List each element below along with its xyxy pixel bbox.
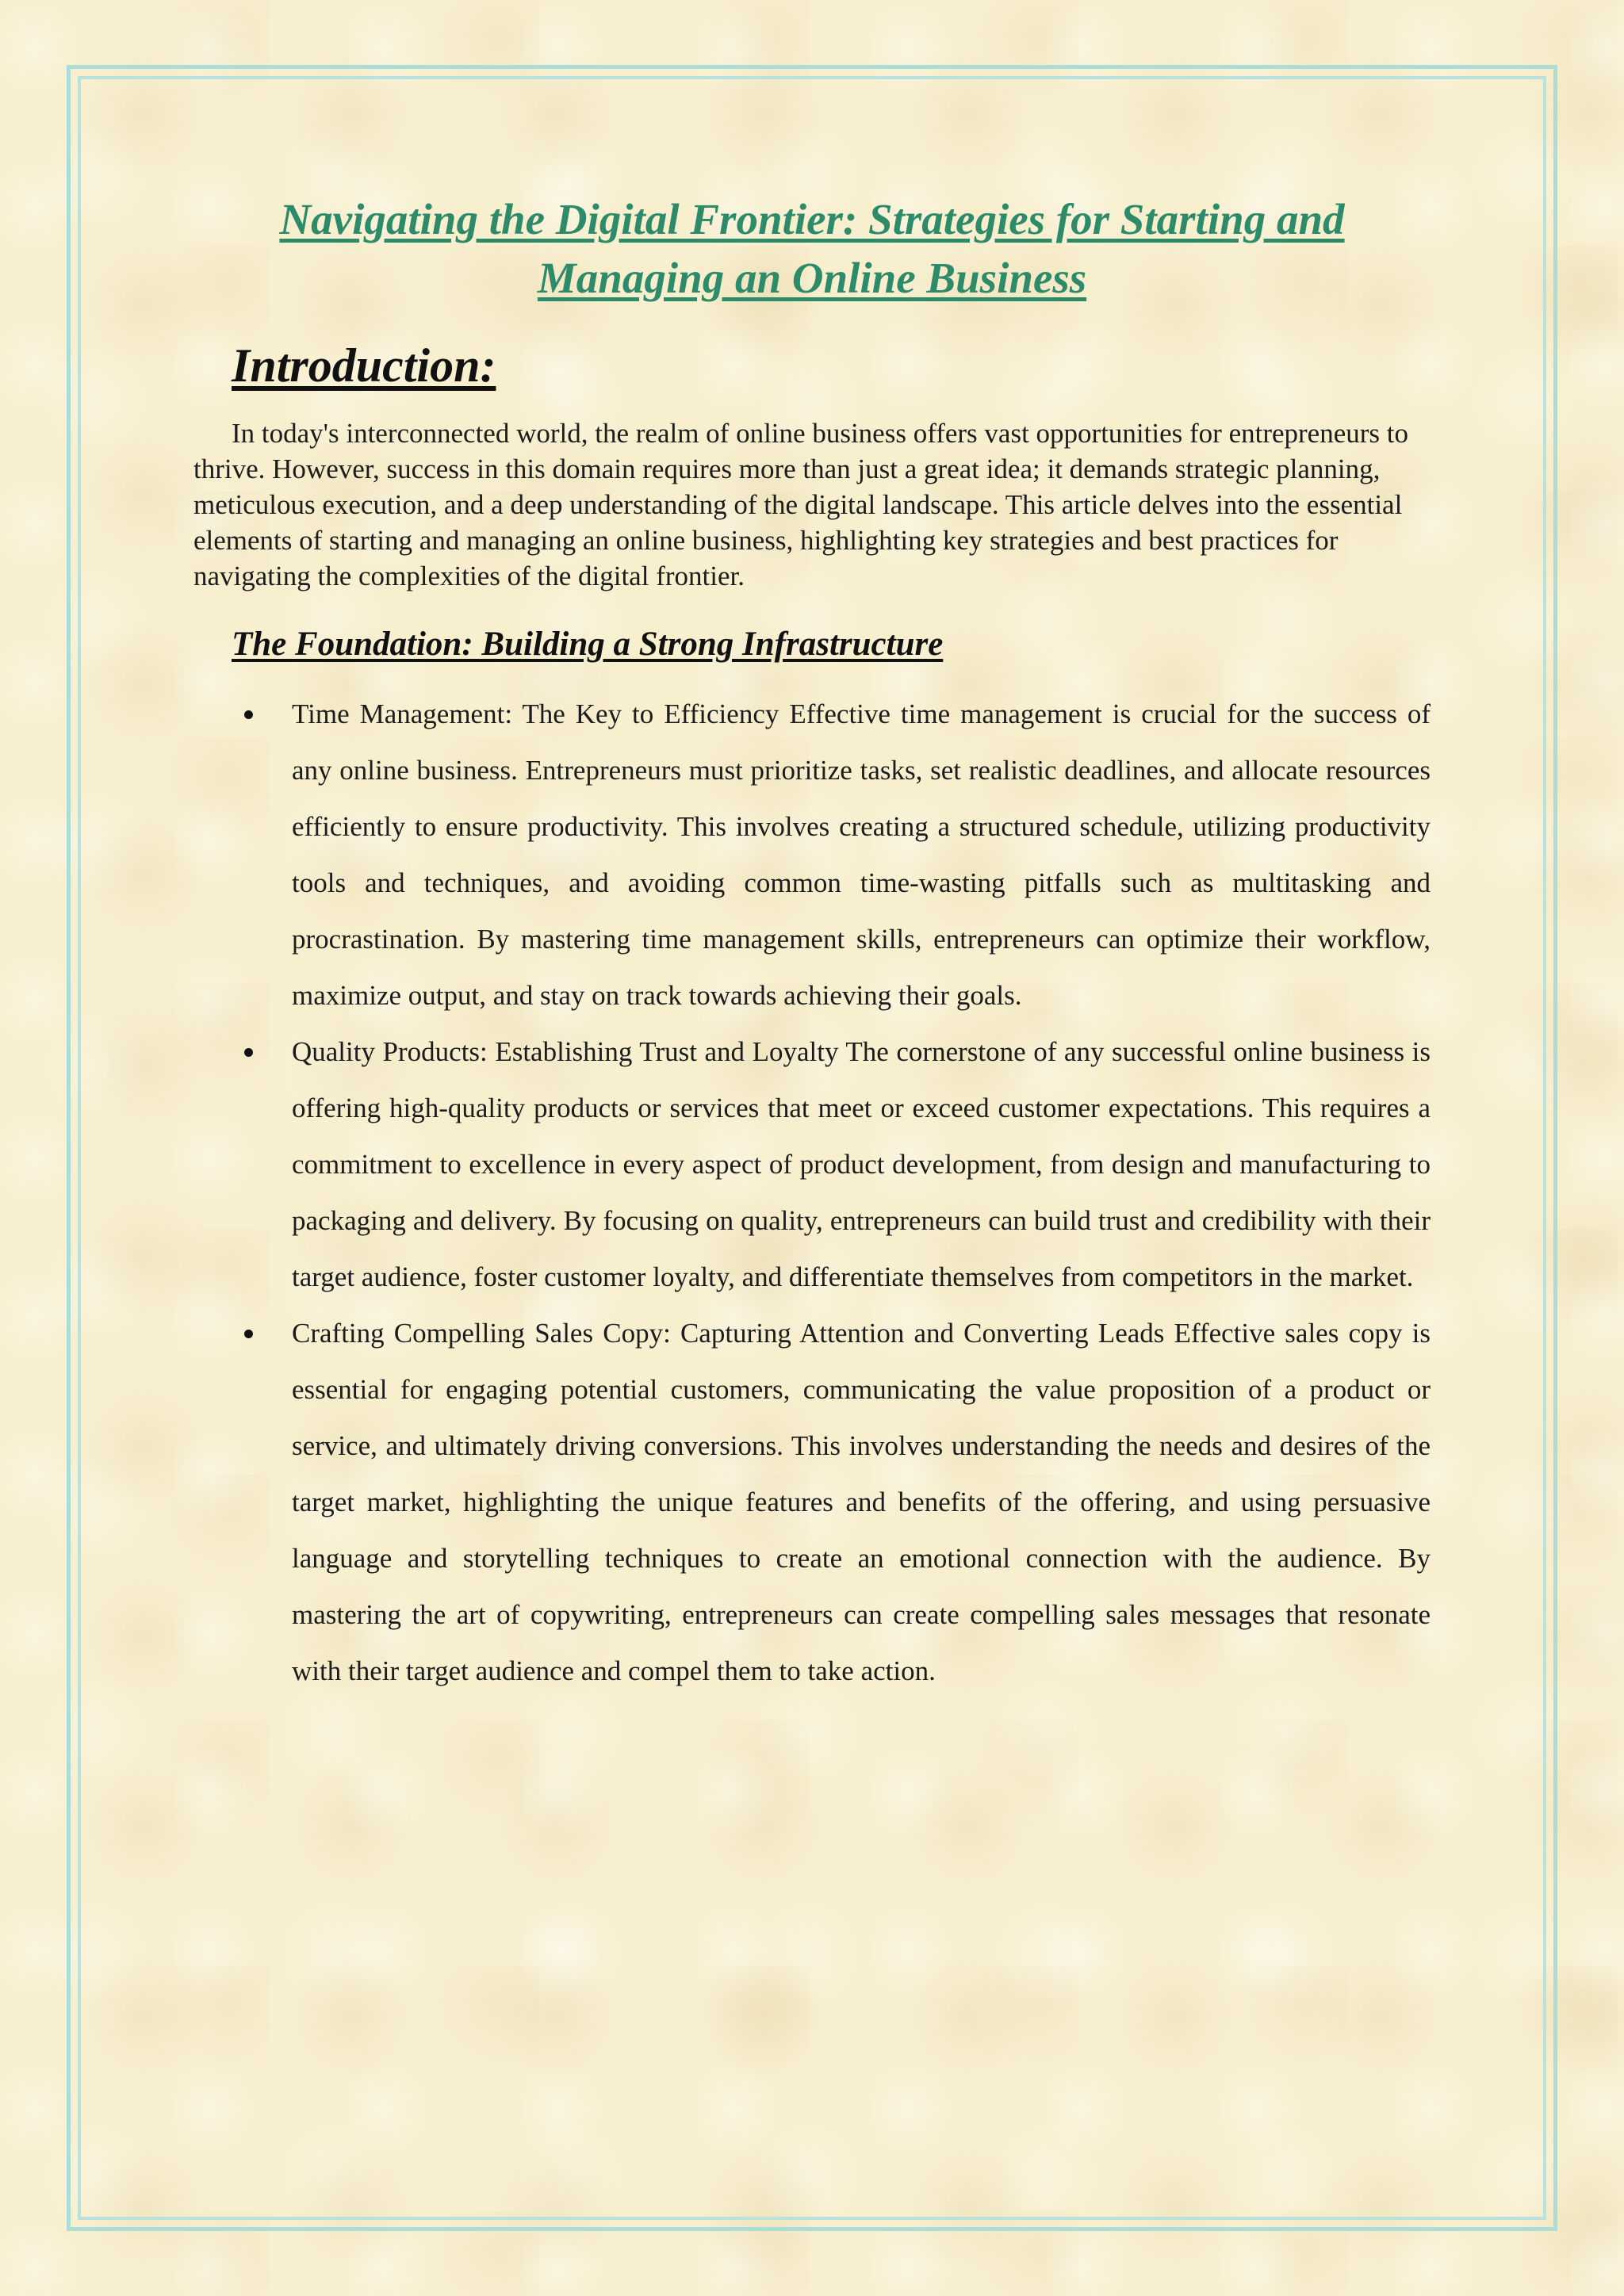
bullet-dot-icon (244, 1048, 253, 1057)
document-title: Navigating the Digital Frontier: Strategies for Starting and Managing an Online Business (279, 195, 1345, 302)
intro-paragraph: In today's interconnected world, the realm of online business offers vast opportunities for entrepreneurs to thrive. However, success in this domain requires more than just a great idea; it demands strategic planning, meticulous execution, and a deep understanding of the digital landscape. This article delves into the essential elements of starting and managing an online business, highlighting key strategies and best practices for navigating the complexities of the digital frontier. (193, 418, 1408, 591)
document-body (193, 190, 1431, 1699)
bullet-text: Time Management: The Key to Efficiency Effective time management is crucial for the success of any online business. Entrepreneurs must prioritize tasks, set realistic deadlines, and allocate resources efficiently to ensure productivity. This involves creating a structured schedule, utilizing productivity tools and techniques, and avoiding common time-wasting pitfalls such as multitasking and procrastination. By mastering time management skills, entrepreneurs can optimize their workflow, maximize output, and stay on track towards achieving their goals. (292, 698, 1431, 1011)
bullet-dot-icon (244, 1330, 253, 1338)
bullet-item-quality-products (193, 1024, 1431, 1305)
bullet-item-time-management (193, 686, 1431, 1024)
section-heading: The Foundation: Building a Strong Infrastructure (232, 626, 944, 663)
intro-heading: Introduction: (232, 339, 496, 392)
bullet-dot-icon (244, 710, 253, 719)
bullet-text: Quality Products: Establishing Trust and Loyalty The cornerstone of any successful online business is offering high-quality products or services that meet or exceed customer expectations. This requires a commitment to excellence in every aspect of product development, from design and manufacturing to packaging and delivery. By focusing on quality, entrepreneurs can build trust and credibility with their target audience, foster customer loyalty, and differentiate themselves from competitors in the market. (292, 1036, 1431, 1292)
bullet-list (193, 686, 1431, 1699)
bullet-text: Crafting Compelling Sales Copy: Capturing Attention and Converting Leads Effective sales copy is essential for engaging potential customers, communicating the value proposition of a product or service, and ultimately driving conversions. This involves understanding the needs and desires of the target market, highlighting the unique features and benefits of the offering, and using persuasive language and storytelling techniques to create an emotional connection with the audience. By mastering the art of copywriting, entrepreneurs can create compelling sales messages that resonate with their target audience and compel them to take action. (292, 1318, 1431, 1686)
bullet-item-sales-copy (193, 1305, 1431, 1699)
